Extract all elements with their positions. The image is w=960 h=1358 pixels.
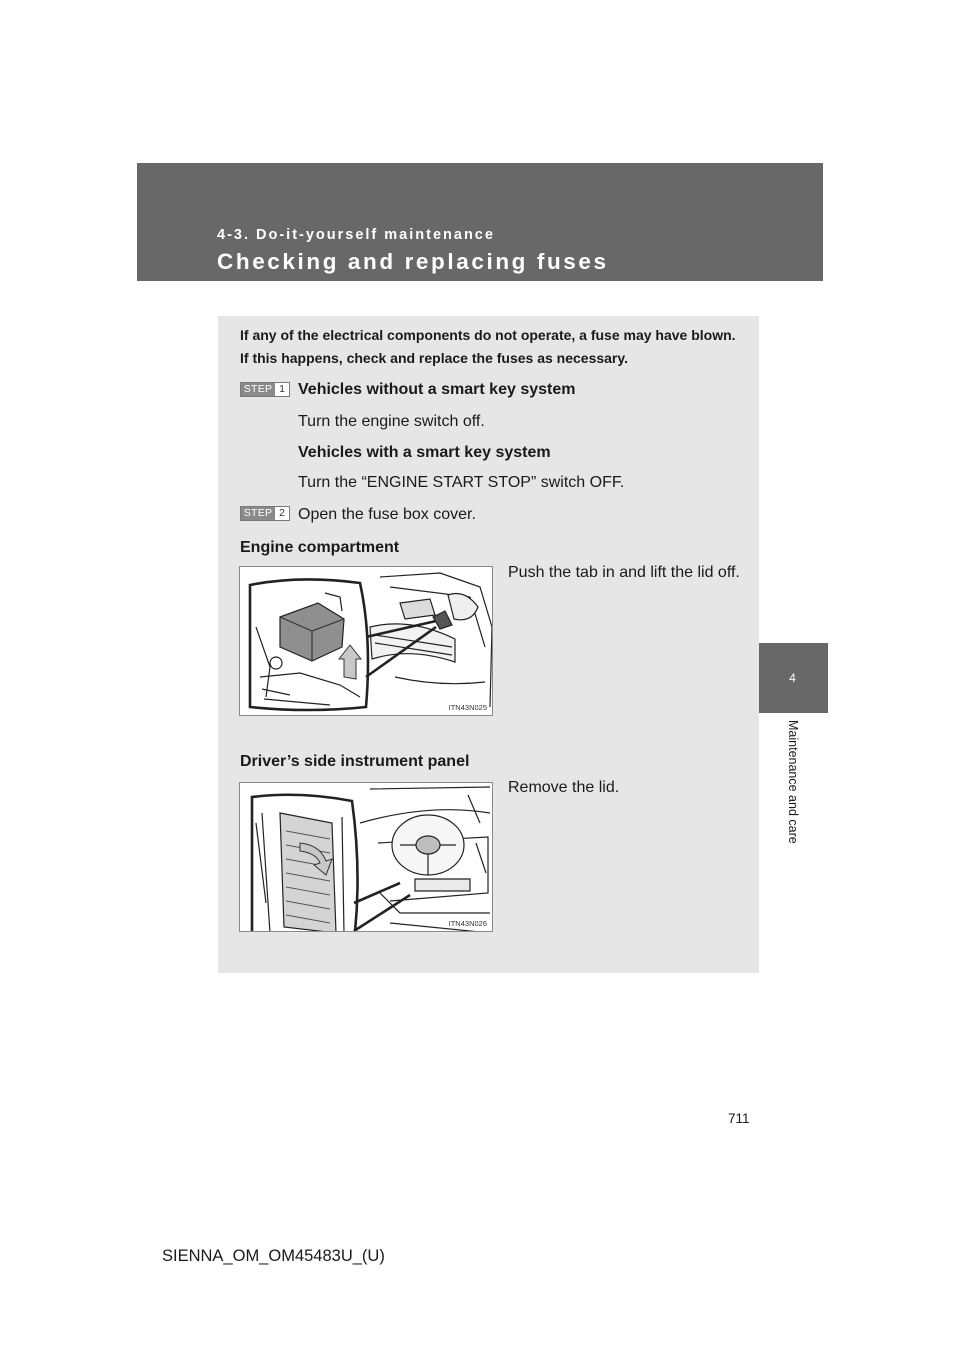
chapter-label: Maintenance and care	[786, 720, 800, 844]
step-2-badge	[240, 506, 290, 521]
engine-fuse-box-illustration	[239, 566, 493, 716]
step-1-text-a: Turn the engine switch off.	[298, 413, 485, 430]
step-1-badge	[240, 382, 290, 397]
step-number: 2	[279, 507, 285, 519]
page-title: Checking and replacing fuses	[217, 249, 609, 274]
step-1-heading-a: Vehicles without a smart key system	[298, 381, 576, 398]
step-2-text: Open the fuse box cover.	[298, 506, 476, 523]
step-word: STEP	[241, 507, 275, 520]
step-1-heading-b: Vehicles with a smart key system	[298, 444, 551, 461]
driver-fuse-box-illustration	[239, 782, 493, 932]
engine-compartment-desc: Push the tab in and lift the lid off.	[508, 564, 740, 581]
instrument-panel-drawing	[240, 783, 493, 932]
figure-code: ITN43N025	[448, 703, 487, 712]
chapter-number: 4	[789, 671, 796, 685]
driver-panel-desc: Remove the lid.	[508, 779, 620, 796]
page-number: 711	[728, 1111, 750, 1126]
figure-code: ITN43N026	[448, 919, 487, 928]
document-code: SIENNA_OM_OM45483U_(U)	[162, 1247, 385, 1265]
engine-compartment-heading: Engine compartment	[240, 539, 400, 556]
step-1-text-b: Turn the “ENGINE START STOP” switch OFF.	[298, 474, 625, 491]
driver-panel-heading: Driver’s side instrument panel	[240, 753, 470, 770]
content-box	[218, 316, 759, 973]
section-label: 4-3. Do-it-yourself maintenance	[217, 227, 495, 243]
step-word: STEP	[241, 383, 275, 396]
chapter-tab[interactable]	[757, 643, 828, 713]
engine-compartment-drawing	[240, 567, 493, 716]
step-number: 1	[279, 383, 285, 395]
intro-text: If any of the electrical components do not operate, a fuse may have blown. If this happens, check and replace the fuses as necessary.	[240, 327, 736, 366]
header-band	[137, 163, 823, 281]
